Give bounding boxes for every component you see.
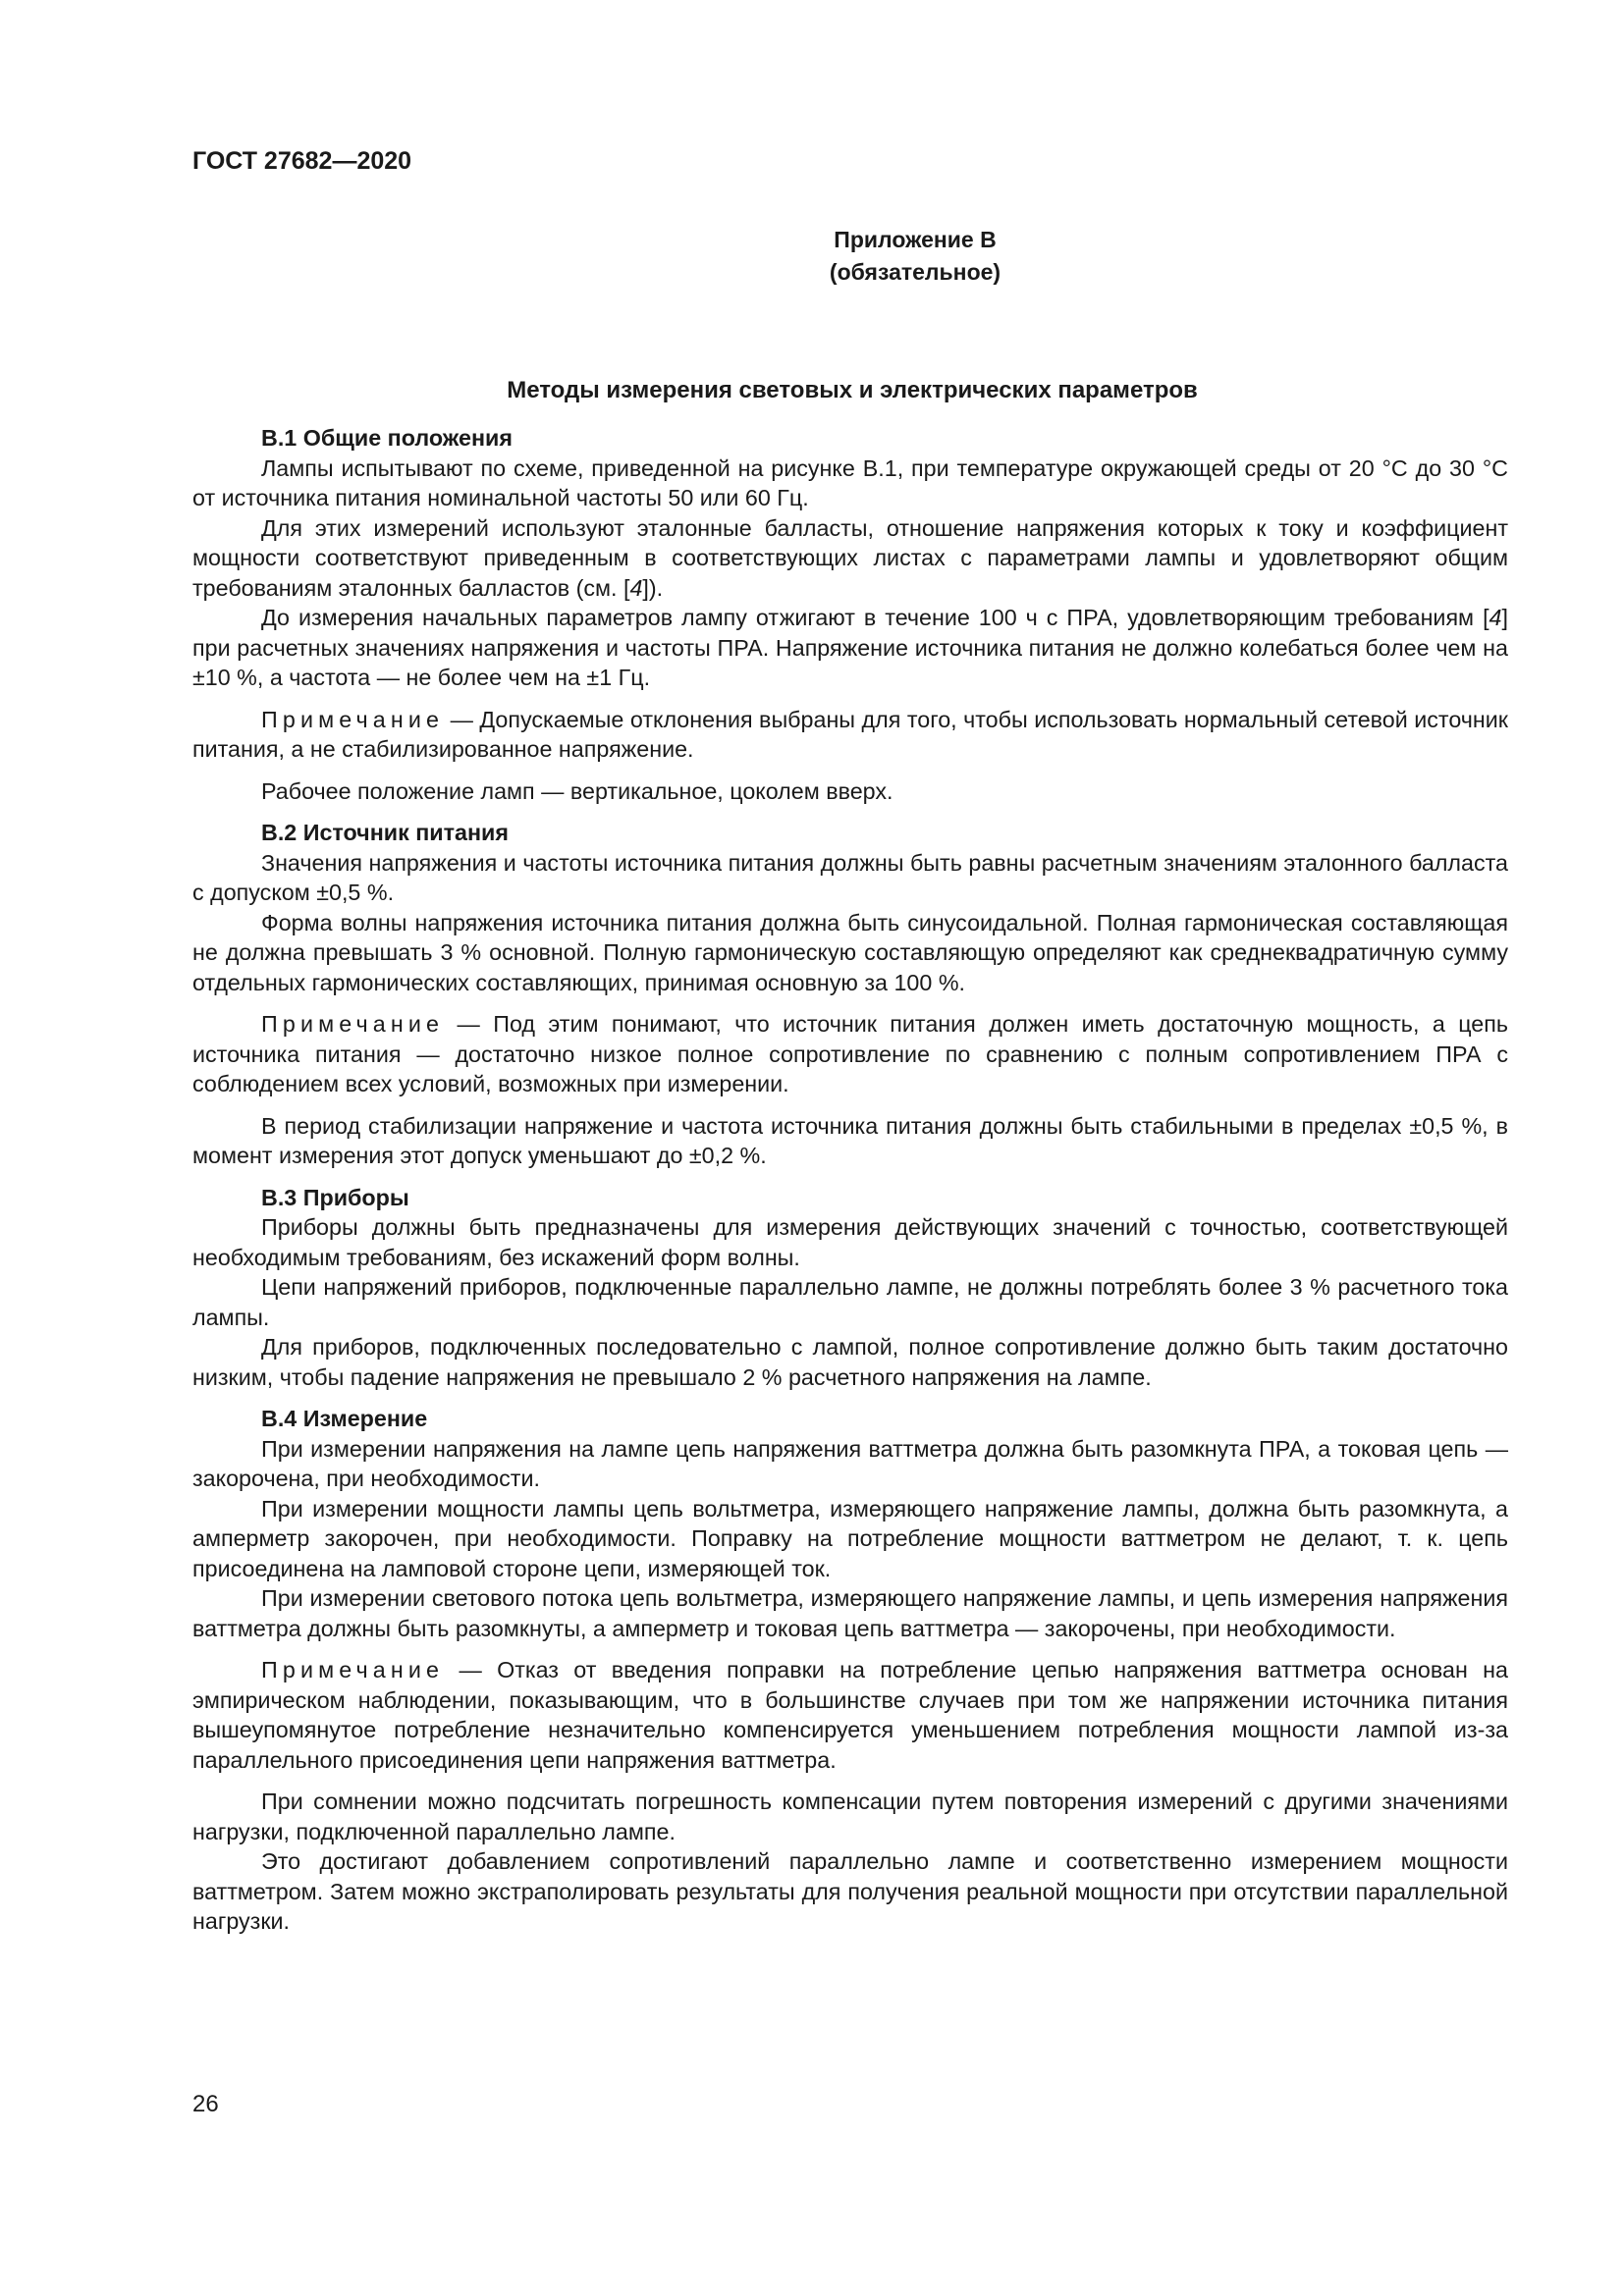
paragraph: При измерении напряжения на лампе цепь напряжения ваттметра должна быть разомкнута ПРА, а токовая цепь — закорочена, при необходимости.	[192, 1435, 1508, 1491]
page-title: Методы измерения световых и электрических параметров	[507, 377, 1198, 403]
document-body	[192, 423, 1508, 1937]
paragraph: Значения напряжения и частоты источника питания должны быть равны расчетным значениям эталонного балласта с допуском ±0,5 %.	[192, 849, 1508, 905]
note-label: Примечание	[261, 1657, 445, 1682]
text-span: До измерения начальных параметров лампу отжигают в течение 100 ч с ПРА, удовлетворяющим требованиям [	[261, 605, 1489, 630]
paragraph: При сомнении можно подсчитать погрешность компенсации путем повторения измерений с другими значениями нагрузки, подключенной параллельно лампе.	[192, 1789, 1508, 1844]
paragraph: Для приборов, подключенных последовательно с лампой, полное сопротивление должно быть таким достаточно низким, чтобы падение напряжения не превышало 2 % расчетного напряжения на лампе.	[192, 1334, 1508, 1390]
note	[192, 705, 1508, 765]
paragraph	[192, 513, 1508, 604]
note	[192, 1009, 1508, 1099]
reference: 4	[1489, 605, 1502, 630]
document-header: ГОСТ 27682—2020	[192, 147, 412, 175]
note-text: — Отказ от введения поправки на потребление цепью напряжения ваттметра основан на эмпирическом наблюдении, показывающим, что в большинстве случаев при том же напряжении источника питания вышеупомянутое потребление незначительно компенсируется уменьшением потребления мощности лампой из-за параллельного присоединения цепи напряжения ваттметра.	[192, 1657, 1508, 1773]
text-span: Для этих измерений используют эталонные балласты, отношение напряжения которых к току и коэффициент мощности соответствуют приведенным в соответствующих листах с параметрами лампы и удовлетворяют общим требованиям эталонных балластов (см. [	[192, 514, 1508, 601]
paragraph: Лампы испытывают по схеме, приведенной на рисунке В.1, при температуре окружающей среды от 20 °С до 30 °С от источника питания номинальной частоты 50 или 60 Гц.	[192, 454, 1508, 510]
section-heading-b1: В.1 Общие положения	[261, 425, 513, 451]
paragraph: Это достигают добавлением сопротивлений параллельно лампе и соответственно измерением мощности ваттметром. Затем можно экстраполировать результаты для получения реальной мощности при отсутствии параллельной нагрузки.	[192, 1848, 1508, 1934]
paragraph: Форма волны напряжения источника питания должна быть синусоидальной. Полная гармоническая составляющая не должна превышать 3 % основной. Полную гармоническую составляющую определяют как среднеквадратичную сумму отдельных гармонических составляющих, принимая основную за 100 %.	[192, 909, 1508, 995]
paragraph: В период стабилизации напряжение и частота источника питания должны быть стабильными в пределах ±0,5 %, в момент измерения этот допуск уменьшают до ±0,2 %.	[192, 1112, 1508, 1168]
paragraph: При измерении мощности лампы цепь вольтметра, измеряющего напряжение лампы, должна быть разомкнута, а амперметр закорочен, при необходимости. Поправку на потребление мощности ваттметром не делают, т. к. цепь присоединена на ламповой стороне цепи, измеряющей ток.	[192, 1495, 1508, 1581]
paragraph: Цепи напряжений приборов, подключенные параллельно лампе, не должны потреблять более 3 % расчетного тока лампы.	[192, 1274, 1508, 1330]
appendix-label: Приложение В	[834, 227, 997, 252]
note-text: — Под этим понимают, что источник питания должен иметь достаточную мощность, а цепь источника питания — достаточно низкое полное сопротивление по сравнению с полным сопротивлением ПРА с соблюдением всех условий, возможных при измерении.	[192, 1011, 1508, 1096]
appendix-status: (обязательное)	[829, 259, 1001, 285]
page-number: 26	[192, 2091, 219, 2117]
note-label: Примечание	[261, 1011, 445, 1037]
paragraph: Приборы должны быть предназначены для измерения действующих значений с точностью, соответствующей необходимым требованиям, без искажений форм волны.	[192, 1214, 1508, 1270]
text-span: ] при расчетных значениях напряжения и частоты ПРА. Напряжение источника питания не должно колебаться более чем на ±10 %, а частота — не более чем на ±1 Гц.	[192, 605, 1508, 690]
paragraph: Рабочее положение ламп — вертикальное, цоколем вверх.	[261, 777, 893, 804]
paragraph: При измерении светового потока цепь вольтметра, измеряющего напряжение лампы, и цепь измерения напряжения ваттметра должны быть разомкнуты, а амперметр и токовая цепь ваттметра — закорочены, при необходимости.	[192, 1585, 1508, 1641]
note	[192, 1655, 1508, 1775]
note-text: — Допускаемые отклонения выбраны для того, чтобы использовать нормальный сетевой источник питания, а не стабилизированное напряжение.	[192, 706, 1508, 762]
paragraph	[192, 603, 1508, 693]
section-heading-b2: В.2 Источник питания	[261, 820, 509, 845]
note-label: Примечание	[261, 706, 445, 732]
reference: 4	[629, 574, 643, 601]
section-heading-b3: В.3 Приборы	[261, 1184, 409, 1210]
appendix-heading	[0, 224, 1624, 289]
text-span: ]).	[642, 574, 664, 601]
section-heading-b4: В.4 Измерение	[261, 1406, 428, 1431]
